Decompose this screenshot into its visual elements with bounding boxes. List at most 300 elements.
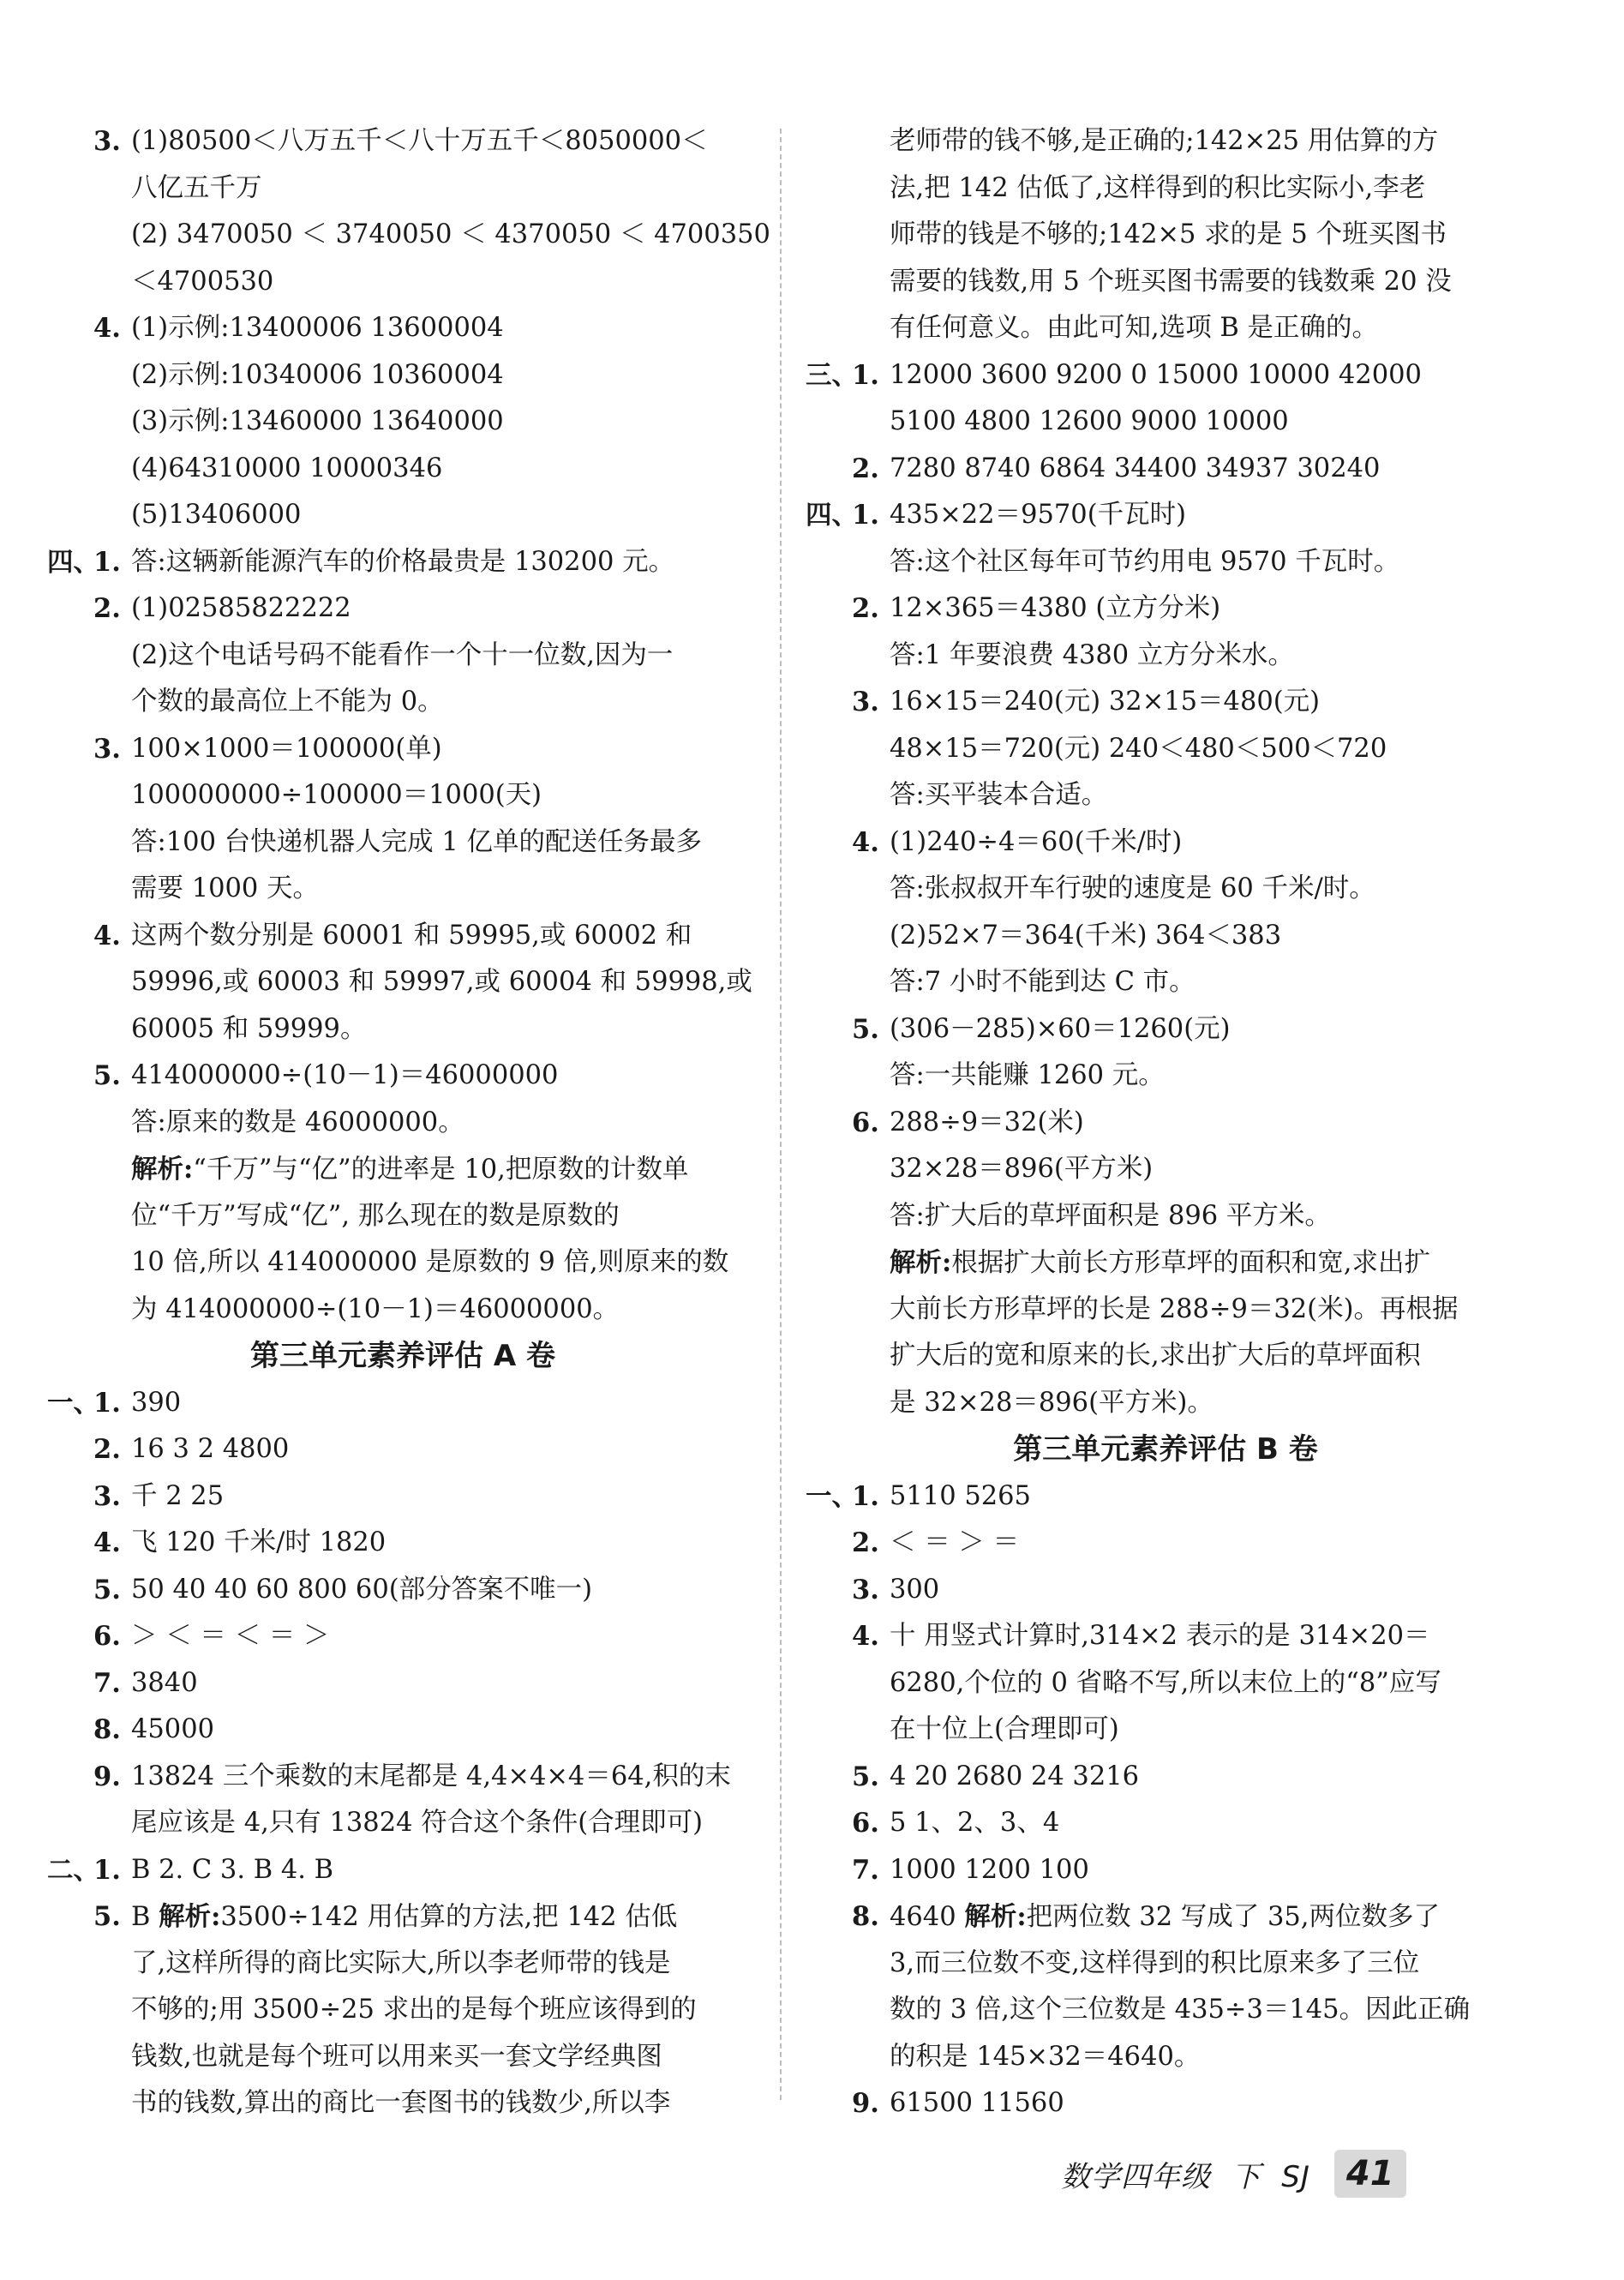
answer-text [890, 726, 1387, 773]
question-number: 2. [93, 593, 121, 624]
answer-content: 5100 4800 12600 9000 10000 [890, 406, 1289, 436]
answer-content: 3840 [131, 1667, 198, 1698]
answer-line [806, 866, 1525, 913]
answer-text [890, 1847, 1089, 1894]
question-number: 3. [852, 687, 879, 717]
answer-line [806, 1006, 1525, 1053]
answer-content: 在十位上(合理即可) [890, 1714, 1119, 1744]
question-number: 4. [93, 313, 121, 344]
question-number: 1. [93, 1854, 121, 1886]
answer-line [47, 1426, 758, 1473]
answer-line [47, 1660, 758, 1707]
answer-line [47, 1380, 758, 1427]
answer-line [47, 1893, 758, 1941]
answer-text [890, 1006, 1231, 1053]
answer-text [131, 1380, 181, 1427]
answer-line [806, 118, 1525, 165]
answer-line [47, 585, 758, 633]
answer-line [806, 1567, 1525, 1614]
answer-text [131, 2034, 662, 2081]
answer-text [890, 1146, 1153, 1193]
answer-line [806, 1613, 1525, 1660]
answer-text [890, 913, 1281, 960]
answer-line [47, 1800, 758, 1847]
section-heading: 第三单元素养评估 A 卷 [250, 1339, 555, 1373]
question-number: 1. [852, 1480, 879, 1512]
question-number: 2. [852, 593, 879, 624]
answer-line [806, 2034, 1525, 2081]
answer-text [890, 819, 1182, 867]
answer-content: 尾应该是 4,只有 13824 符合这个条件(合理即可) [131, 1808, 704, 1838]
answer-content: (1)示例:13400006 13600004 [131, 313, 504, 343]
answer-content: 八亿五千万 [131, 172, 262, 203]
answer-line [806, 772, 1525, 819]
question-number: 5. [93, 1574, 121, 1605]
answer-content: (2)这个电话号码不能看作一个十一位数,因为一 [131, 639, 674, 670]
answer-content: 位“千万”写成“亿”, 那么现在的数是原数的 [131, 1200, 620, 1231]
question-number: 7. [93, 1667, 121, 1699]
answer-content: 个数的最高位上不能为 0。 [131, 687, 444, 717]
question-number: 3. [93, 126, 121, 157]
answer-text [131, 1006, 366, 1053]
answer-content: 10 倍,所以 414000000 是原数的 9 倍,则原来的数 [131, 1247, 729, 1277]
answer-text [890, 259, 1452, 306]
answer-text [131, 446, 442, 493]
answer-text [131, 726, 442, 773]
answer-content: 16 3 2 4800 [131, 1434, 290, 1464]
answer-content: (4)64310000 10000346 [131, 453, 443, 483]
answer-line [806, 1754, 1525, 1801]
answer-content: 6280,个位的 0 省略不写,所以末位上的“8”应写 [890, 1667, 1441, 1698]
answer-line [806, 1193, 1525, 1240]
answer-content: 答:100 台快递机器人完成 1 亿单的配送任务最多 [131, 826, 702, 857]
answer-text [890, 2034, 1200, 2081]
answer-text [890, 1473, 1031, 1521]
answer-content: ＜ ＝ ＞ ＝ [890, 1527, 1020, 1557]
answer-line [47, 679, 758, 726]
answer-text [890, 1053, 1165, 1100]
answer-text [890, 165, 1425, 213]
answer-text [890, 446, 1380, 493]
answer-line [806, 1520, 1525, 1567]
answer-line [47, 1987, 758, 2034]
answer-line [806, 1707, 1525, 1754]
answer-content: 60005 和 59999。 [131, 1013, 367, 1044]
answer-content: B 2. C 3. B 4. B [131, 1854, 334, 1885]
question-number: 9. [852, 2088, 879, 2119]
answer-content: 32×28＝896(平方米) [890, 1154, 1154, 1184]
answer-line [47, 819, 758, 867]
section-label: 一、 [47, 1387, 99, 1419]
answer-line [47, 1754, 758, 1801]
answer-line [806, 259, 1525, 306]
footer-edition: SJ [1281, 2159, 1310, 2194]
question-number: 1. [852, 359, 879, 391]
answer-text [890, 1193, 1331, 1240]
answer-content: 7280 8740 6864 34400 34937 30240 [890, 453, 1381, 483]
answer-text [131, 913, 692, 960]
question-number: 5. [852, 1013, 879, 1045]
question-number: 6. [852, 1808, 879, 1839]
answer-text [131, 305, 504, 352]
answer-content: 飞 120 千米/时 1820 [131, 1527, 387, 1557]
answer-text [890, 633, 1294, 680]
answer-text [890, 1941, 1419, 1988]
answer-text [131, 1239, 728, 1287]
analysis-label: 解析: [890, 1247, 952, 1278]
answer-content: (3)示例:13460000 13640000 [131, 406, 504, 436]
answer-line [806, 1287, 1525, 1334]
answer-line [47, 2080, 758, 2127]
answer-content: 1000 1200 100 [890, 1854, 1089, 1885]
question-number: 4. [852, 1621, 879, 1652]
answer-content: 扩大后的宽和原来的长,求出扩大后的草坪面积 [890, 1341, 1421, 1371]
answer-line [47, 305, 758, 352]
answer-text [890, 1100, 1084, 1147]
answer-line [806, 1847, 1525, 1894]
answer-line [47, 1847, 758, 1894]
answer-content: (5)13406000 [131, 500, 302, 530]
answer-content: 435×22＝9570(千瓦时) [890, 500, 1186, 530]
footer-volume: 下 [1231, 2159, 1261, 2194]
section-label: 二、 [47, 1854, 99, 1886]
answer-line [47, 1520, 758, 1567]
answer-content: B [131, 1902, 159, 1932]
answer-text [131, 1567, 592, 1614]
answer-text [131, 492, 301, 539]
analysis-content: 3500÷142 用估算的方法,把 142 估低 [220, 1902, 678, 1932]
answer-line [47, 633, 758, 680]
analysis-label: 解析: [131, 1154, 194, 1185]
answer-content: 有任何意义。由此可知,选项 B 是正确的。 [890, 313, 1378, 343]
answer-content: 5 1、2、3、4 [890, 1808, 1060, 1838]
answer-line [47, 772, 758, 819]
question-number: 8. [852, 1901, 879, 1932]
answer-line [47, 165, 758, 213]
answer-line [47, 1193, 758, 1240]
answer-line [47, 446, 758, 493]
answer-text [890, 399, 1289, 446]
answer-text [890, 2080, 1064, 2127]
question-number: 1. [93, 546, 121, 578]
answer-content: 答:买平装本合适。 [890, 780, 1108, 810]
answer-content: 59996,或 60003 和 59997,或 60004 和 59998,或 [131, 967, 752, 997]
answer-line [47, 1006, 758, 1053]
answer-content: 13824 三个乘数的末尾都是 4,4×4×4＝64,积的末 [131, 1761, 731, 1791]
answer-text [131, 633, 673, 680]
answer-text [131, 1520, 386, 1567]
answer-line [806, 959, 1525, 1006]
answer-text [131, 1754, 731, 1801]
answer-line [806, 585, 1525, 633]
answer-line [806, 1053, 1525, 1100]
answer-line [47, 1613, 758, 1660]
answer-text [890, 492, 1186, 539]
question-number: 4. [852, 826, 879, 858]
answer-line [806, 913, 1525, 960]
answer-text [890, 1893, 1440, 1941]
answer-text [131, 2080, 670, 2127]
answer-line [806, 352, 1525, 399]
analysis-label: 解析: [964, 1901, 1027, 1932]
answer-line [806, 633, 1525, 680]
answer-text [131, 118, 708, 165]
answer-content: 100000000÷100000＝1000(天) [131, 780, 542, 810]
answer-text [131, 959, 752, 1006]
answer-line [47, 212, 770, 259]
answer-line [47, 2034, 758, 2081]
analysis-label: 解析: [159, 1901, 221, 1932]
answer-line [47, 399, 758, 446]
answer-text [890, 1707, 1119, 1754]
answer-content: 需要 1000 天。 [131, 873, 320, 903]
answer-line [806, 1146, 1525, 1193]
answer-content: 50 40 40 60 800 60(部分答案不唯一) [131, 1574, 593, 1605]
answer-content: 48×15＝720(元) 240＜480＜500＜720 [890, 733, 1387, 764]
answer-content: 288÷9＝32(米) [890, 1107, 1084, 1137]
answer-line [806, 1893, 1525, 1941]
answer-content: 法,把 142 估低了,这样得到的积比实际小,李老 [890, 172, 1426, 203]
answer-content: ＞ ＜ ＝ ＜ ＝ ＞ [131, 1621, 330, 1651]
answer-content: 答:张叔叔开车行驶的速度是 60 千米/时。 [890, 873, 1375, 903]
answer-text [131, 772, 542, 819]
answer-content: 300 [890, 1574, 940, 1605]
answer-text [131, 1287, 619, 1334]
section-heading: 第三单元素养评估 B 卷 [1013, 1432, 1318, 1467]
answer-line [806, 1333, 1525, 1380]
answer-content: (1)240÷4＝60(千米/时) [890, 826, 1183, 857]
answer-content: 答:1 年要浪费 4380 立方分米水。 [890, 639, 1294, 670]
question-number: 5. [93, 1901, 121, 1932]
answer-line [806, 1987, 1525, 2034]
left-column [47, 118, 770, 2127]
answer-line [47, 1941, 758, 1988]
answer-content: 答:扩大后的草坪面积是 896 平方米。 [890, 1200, 1331, 1231]
answer-content: 师带的钱是不够的;142×5 求的是 5 个班买图书 [890, 219, 1447, 249]
question-number: 8. [93, 1714, 121, 1745]
question-number: 5. [93, 1060, 121, 1091]
answer-content: 390 [131, 1387, 182, 1418]
answer-text [131, 1146, 688, 1194]
question-number: 2. [852, 1527, 879, 1558]
answer-content: 为 414000000÷(10－1)＝46000000。 [131, 1293, 620, 1324]
section-label: 四、 [47, 546, 99, 578]
question-number: 5. [852, 1761, 879, 1792]
answer-text [890, 305, 1378, 352]
answer-line [47, 726, 758, 773]
answer-content: 答:一共能赚 1260 元。 [890, 1060, 1165, 1090]
answer-content: (306－285)×60＝1260(元) [890, 1013, 1231, 1044]
answer-content: (1)02585822222 [131, 593, 351, 623]
answer-text [131, 585, 351, 633]
answer-line [806, 212, 1525, 259]
answer-content: 老师带的钱不够,是正确的;142×25 用估算的方 [890, 126, 1439, 156]
footer-book-title [1061, 2153, 1310, 2195]
answer-line [806, 305, 1525, 352]
answer-text [131, 866, 319, 913]
answer-text [890, 1239, 1430, 1287]
answer-text [890, 1380, 1214, 1427]
answer-text [890, 679, 1320, 726]
answer-content: 十 用竖式计算时,314×2 表示的是 314×20＝ [890, 1621, 1430, 1651]
answer-text [131, 1053, 558, 1100]
answer-line [47, 1239, 758, 1287]
answer-line [806, 679, 1525, 726]
answer-text [890, 539, 1399, 586]
answer-content: 3,而三位数不变,这样得到的积比原来多了三位 [890, 1947, 1420, 1978]
answer-text [131, 679, 444, 726]
question-number: 1. [93, 1387, 121, 1419]
answer-content: 12000 3600 9200 0 15000 10000 42000 [890, 359, 1422, 390]
answer-text [890, 1754, 1139, 1801]
answer-line [806, 2080, 1525, 2127]
question-number: 4. [93, 920, 121, 951]
question-number: 6. [852, 1107, 879, 1138]
question-number: 7. [852, 1854, 879, 1886]
answer-content: 了,这样所得的商比实际大,所以李老师带的钱是 [131, 1947, 671, 1978]
answer-content: (2)52×7＝364(千米) 364＜383 [890, 920, 1282, 951]
answer-content: 5110 5265 [890, 1480, 1031, 1511]
answer-content: 不够的;用 3500÷25 求出的是每个班应该得到的 [131, 1995, 697, 2025]
question-number: 2. [852, 453, 879, 484]
answer-line [806, 1100, 1525, 1147]
answer-line [806, 1380, 1525, 1427]
answer-text [131, 212, 770, 259]
answer-content: ＜4700530 [131, 266, 274, 297]
answer-content: 答:原来的数是 46000000。 [131, 1107, 464, 1137]
answer-line [47, 539, 758, 586]
answer-content: 这两个数分别是 60001 和 59995,或 60002 和 [131, 920, 692, 951]
answer-line [47, 1707, 758, 1754]
answer-text [890, 1613, 1430, 1660]
question-number: 3. [852, 1574, 879, 1605]
answer-content: 根据扩大前长方形草坪的面积和宽,求出扩 [951, 1248, 1430, 1278]
answer-text [131, 819, 702, 867]
answer-text [131, 399, 504, 446]
answer-content: 100×1000＝100000(单) [131, 733, 442, 764]
answer-content: 4 20 2680 24 3216 [890, 1761, 1140, 1791]
answer-line [47, 352, 758, 399]
answer-line [806, 399, 1525, 446]
answer-content: 的积是 145×32＝4640。 [890, 2041, 1201, 2072]
answer-line [806, 165, 1525, 213]
answer-content: 需要的钱数,用 5 个班买图书需要的钱数乘 20 没 [890, 266, 1452, 297]
answer-text [890, 1520, 1019, 1567]
answer-line [806, 492, 1525, 539]
answer-text [890, 1567, 939, 1614]
answer-line [47, 959, 758, 1006]
answer-line [47, 118, 758, 165]
footer-book: 数学四年级 [1061, 2159, 1211, 2194]
question-number: 2. [93, 1434, 121, 1465]
section-label: 三、 [806, 359, 858, 391]
answer-line [806, 1239, 1525, 1287]
answer-line [806, 1941, 1525, 1988]
question-number: 9. [93, 1761, 121, 1792]
question-number: 3. [93, 733, 121, 765]
answer-text [890, 1333, 1421, 1380]
answer-content: 12×365＝4380 (立方分米) [890, 593, 1221, 623]
answer-text [131, 1847, 333, 1894]
answer-content: 答:这辆新能源汽车的价格最贵是 130200 元。 [131, 546, 675, 577]
question-number: 6. [93, 1621, 121, 1652]
answer-text [131, 539, 674, 586]
answer-line [806, 539, 1525, 586]
question-number: 1. [852, 500, 879, 531]
answer-line [47, 913, 758, 960]
answer-text [890, 1287, 1458, 1334]
right-column [806, 118, 1525, 2127]
answer-content: 答:这个社区每年可节约用电 9570 千瓦时。 [890, 546, 1400, 577]
answer-line [806, 1660, 1525, 1707]
answer-content: 61500 11560 [890, 2088, 1064, 2118]
answer-content: 4640 [890, 1902, 965, 1932]
answer-content: 千 2 25 [131, 1480, 225, 1511]
answer-text [131, 352, 504, 399]
answer-content: 大前长方形草坪的长是 288÷9＝32(米)。再根据 [890, 1293, 1459, 1324]
answer-line [47, 1053, 758, 1100]
answer-line [806, 1473, 1525, 1521]
answer-text [131, 259, 273, 306]
answer-content: (1)80500＜八万五千＜八十万五千＜8050000＜ [131, 126, 708, 156]
answer-content: 书的钱数,算出的商比一套图书的钱数少,所以李 [131, 2088, 671, 2118]
answer-content: (2)示例:10340006 10360004 [131, 359, 504, 390]
answer-line [47, 259, 758, 306]
answer-content: “千万”与“亿”的进率是 10,把原数的计数单 [193, 1155, 689, 1185]
answer-content: 数的 3 倍,这个三位数是 435÷3＝145。因此正确 [890, 1995, 1471, 2025]
answer-text [131, 1800, 703, 1847]
answer-content: 钱数,也就是每个班可以用来买一套文学经典图 [131, 2041, 662, 2072]
answer-text [890, 352, 1422, 399]
answer-content: 16×15＝240(元) 32×15＝480(元) [890, 687, 1321, 717]
answer-text [890, 866, 1375, 913]
answer-text [131, 1660, 198, 1707]
answer-text [131, 1707, 214, 1754]
answer-line [47, 1146, 758, 1193]
answer-line [806, 726, 1525, 773]
answer-line [47, 1473, 758, 1521]
page-number: 41 [1334, 2150, 1406, 2198]
answer-content: (2) 3470050 ＜ 3740050 ＜ 4370050 ＜ 4700350 [131, 219, 770, 249]
answer-text [890, 585, 1220, 633]
answer-text [890, 772, 1107, 819]
answer-text [131, 1613, 329, 1660]
answer-line [47, 1567, 758, 1614]
answer-text [131, 1941, 670, 1988]
analysis-content: 把两位数 32 写成了 35,两位数多了 [1026, 1902, 1440, 1932]
answer-text [131, 1193, 620, 1240]
answer-text [890, 1660, 1441, 1707]
answer-text [131, 1426, 289, 1473]
answer-text [890, 959, 1196, 1006]
answer-content: 是 32×28＝896(平方米)。 [890, 1387, 1214, 1418]
answer-text [890, 212, 1447, 259]
page-footer [1061, 2147, 1406, 2200]
answer-text [890, 118, 1438, 165]
answer-line [806, 1800, 1525, 1847]
answer-content: 45000 [131, 1714, 215, 1744]
answer-line [806, 446, 1525, 493]
answer-content: 414000000÷(10－1)＝46000000 [131, 1060, 559, 1090]
answer-content: 答:7 小时不能到达 C 市。 [890, 967, 1196, 997]
section-label: 四、 [806, 500, 858, 531]
section-label: 一、 [806, 1480, 858, 1512]
answer-line [47, 492, 758, 539]
answer-text [890, 1800, 1059, 1847]
answer-text [131, 1893, 677, 1941]
question-number: 3. [93, 1480, 121, 1512]
answer-text [131, 165, 262, 213]
